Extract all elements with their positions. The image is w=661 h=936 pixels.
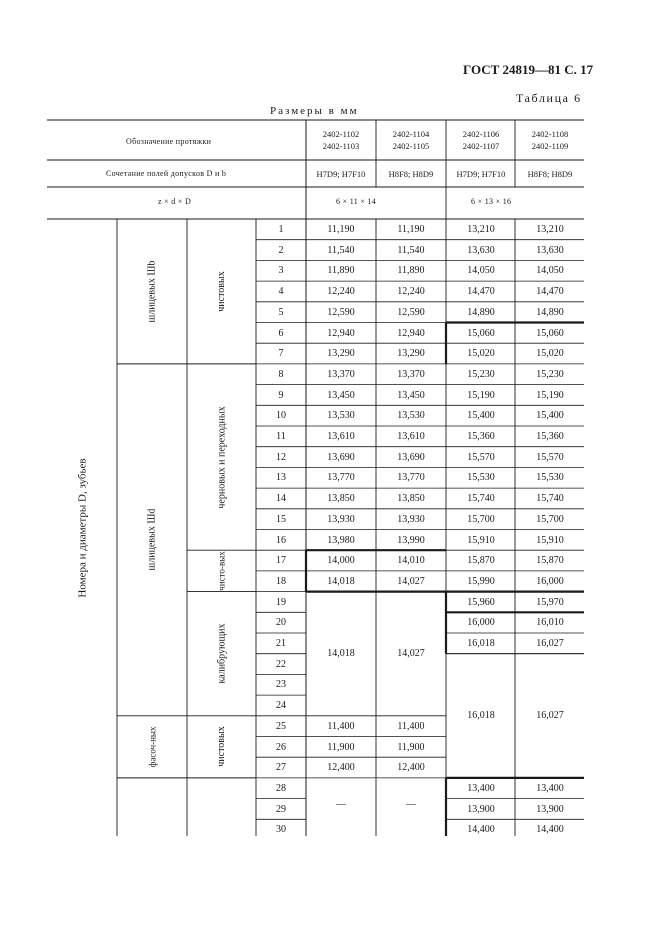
subgroup-label: калибрующих bbox=[216, 623, 228, 684]
row-number: 14 bbox=[276, 493, 286, 505]
table-cell: 15,990 bbox=[467, 575, 495, 587]
table-cell: 13,850 bbox=[327, 493, 355, 505]
table-cell: 15,700 bbox=[467, 513, 495, 525]
table-cell: 13,930 bbox=[397, 513, 425, 525]
table-cell: 11,890 bbox=[397, 265, 425, 277]
table-cell: 13,450 bbox=[397, 389, 425, 401]
units-caption: Размеры в мм bbox=[270, 105, 359, 117]
size-value: 6 × 13 × 16 bbox=[471, 197, 512, 206]
row-number: 1 bbox=[278, 224, 284, 235]
table-cell: 12,240 bbox=[397, 286, 425, 298]
tolerance-value: H7D9; H7F10 bbox=[456, 169, 506, 179]
page-title: ГОСТ 24819—81 С. 17 bbox=[463, 62, 594, 77]
table-cell: 15,190 bbox=[467, 389, 495, 401]
table-cell: 11,190 bbox=[327, 224, 355, 235]
table-cell: 13,530 bbox=[327, 410, 355, 422]
table-cell: 13,900 bbox=[467, 803, 495, 815]
table-cell: 14,050 bbox=[467, 265, 495, 277]
table-cell: 11,190 bbox=[397, 224, 425, 235]
table-cell: 16,027 bbox=[536, 638, 564, 649]
table-cell: 11,540 bbox=[327, 244, 355, 256]
table-cell: 15,060 bbox=[536, 327, 564, 339]
table-cell: 15,400 bbox=[467, 410, 495, 422]
table-cell: 13,290 bbox=[327, 348, 355, 360]
table-cell: 15,910 bbox=[467, 534, 495, 546]
table-cell: 13,630 bbox=[536, 244, 564, 256]
table-cell: 13,530 bbox=[397, 410, 425, 422]
tolerance-value: H8F8; H8D9 bbox=[388, 169, 434, 179]
table-cell: 15,570 bbox=[536, 451, 564, 463]
subgroup-label: черновых и переходных bbox=[216, 405, 228, 509]
size-value: 6 × 11 × 14 bbox=[336, 197, 377, 206]
table-cell: 14,890 bbox=[536, 306, 564, 318]
table-cell: 13,770 bbox=[327, 472, 355, 484]
table-cell: 13,400 bbox=[467, 782, 495, 794]
merged-cell: 14,027 bbox=[397, 647, 425, 659]
merged-cell: 14,018 bbox=[327, 647, 355, 659]
row-number: 8 bbox=[278, 368, 284, 380]
row-number: 13 bbox=[276, 472, 286, 484]
table-cell: 15,190 bbox=[536, 389, 564, 401]
row-number: 20 bbox=[276, 617, 286, 629]
table-cell: 13,610 bbox=[327, 431, 355, 442]
table-cell: 15,060 bbox=[467, 327, 495, 339]
table-cell: 14,010 bbox=[397, 555, 425, 567]
table-cell: 15,910 bbox=[536, 534, 564, 546]
table-cell: 15,360 bbox=[467, 431, 495, 442]
table-cell: 15,960 bbox=[467, 596, 495, 608]
table-cell: 13,690 bbox=[397, 451, 425, 463]
row-number: 5 bbox=[278, 306, 284, 318]
table-cell: 12,590 bbox=[327, 306, 355, 318]
row-number: 17 bbox=[276, 555, 286, 567]
row-number: 4 bbox=[278, 286, 284, 298]
table-cell: 13,370 bbox=[397, 368, 425, 380]
table-cell: 14,000 bbox=[327, 555, 355, 567]
table-cell: 13,770 bbox=[397, 472, 425, 484]
table-cell: 15,700 bbox=[536, 513, 564, 525]
table-cell: 12,400 bbox=[397, 762, 425, 774]
tool-code: 2402-1106 2402-1107 bbox=[462, 129, 500, 151]
table-cell: 14,400 bbox=[467, 824, 495, 836]
table-cell: 15,360 bbox=[536, 431, 564, 442]
subgroup-label: чисто-вых bbox=[216, 551, 227, 591]
table-cell: 15,870 bbox=[467, 555, 495, 567]
table-cell: 14,470 bbox=[536, 286, 564, 298]
table-cell: 12,940 bbox=[327, 327, 355, 339]
row-number: 27 bbox=[276, 762, 286, 774]
row-number: 30 bbox=[276, 824, 286, 836]
table-label: Таблица 6 bbox=[516, 91, 582, 105]
table-cell: 13,980 bbox=[327, 534, 355, 546]
dash-cell: — bbox=[406, 798, 416, 810]
table-cell: 13,630 bbox=[467, 244, 495, 256]
tolerance-value: H7D9; H7F10 bbox=[316, 169, 366, 179]
group-label: шлицевых Шb bbox=[146, 260, 158, 323]
table-cell: 15,230 bbox=[467, 368, 495, 380]
table-cell: 15,020 bbox=[536, 348, 564, 360]
table-cell: 15,530 bbox=[467, 472, 495, 484]
table-cell: 15,970 bbox=[536, 596, 564, 608]
table-cell: 15,740 bbox=[467, 493, 495, 505]
table-cell: 13,290 bbox=[397, 348, 425, 360]
table-cell: 12,400 bbox=[327, 762, 355, 774]
table-cell: 12,240 bbox=[327, 286, 355, 298]
table-cell: 15,740 bbox=[536, 493, 564, 505]
table-cell: 16,000 bbox=[467, 617, 495, 629]
row-number: 22 bbox=[276, 658, 286, 670]
row-number: 29 bbox=[276, 803, 286, 815]
row-number: 11 bbox=[276, 431, 286, 442]
table-cell: 13,900 bbox=[536, 803, 564, 815]
table-cell: 15,020 bbox=[467, 348, 495, 360]
table-cell: 15,230 bbox=[536, 368, 564, 380]
row-number: 25 bbox=[276, 720, 286, 732]
table-cell: 16,010 bbox=[536, 617, 564, 629]
row-number: 3 bbox=[278, 265, 284, 277]
tool-code: 2402-1102 2402-1103 bbox=[322, 129, 360, 151]
table-cell: 11,900 bbox=[327, 741, 355, 753]
row-number: 15 bbox=[276, 513, 286, 525]
merged-cell: 16,027 bbox=[536, 709, 564, 721]
tolerance-value: H8F8; H8D9 bbox=[527, 169, 573, 179]
row-number: 18 bbox=[276, 575, 286, 587]
table-cell: 14,470 bbox=[467, 286, 495, 298]
row-number: 28 bbox=[276, 782, 286, 794]
table-cell: 12,940 bbox=[397, 327, 425, 339]
table-cell: 13,400 bbox=[536, 782, 564, 794]
table-cell: 15,870 bbox=[536, 555, 564, 567]
table-cell: 14,890 bbox=[467, 306, 495, 318]
row-number: 6 bbox=[278, 327, 284, 339]
merged-cell: 16,018 bbox=[467, 709, 495, 721]
table-cell: 13,990 bbox=[397, 534, 425, 546]
group-label: шлицевых Шd bbox=[146, 508, 158, 571]
row-number: 10 bbox=[276, 410, 286, 422]
table-cell: 14,050 bbox=[536, 265, 564, 277]
subgroup-label: чистовых bbox=[215, 271, 227, 312]
table-cell: 11,900 bbox=[397, 741, 425, 753]
table-cell: 14,027 bbox=[397, 575, 425, 587]
table-cell: 16,018 bbox=[467, 638, 495, 649]
tolerance-header: Сочетание полей допусков D и b bbox=[106, 169, 227, 178]
size-header: z × d × D bbox=[158, 197, 192, 206]
row-number: 23 bbox=[276, 679, 286, 691]
tool-code: 2402-1104 2402-1105 bbox=[392, 129, 430, 151]
table-cell: 11,400 bbox=[327, 720, 355, 732]
table-cell: 13,690 bbox=[327, 451, 355, 463]
group-label: фасоч-ных bbox=[146, 726, 157, 768]
table-cell: 13,610 bbox=[397, 431, 425, 442]
row-number: 7 bbox=[278, 348, 284, 360]
row-number: 19 bbox=[276, 596, 286, 608]
table-cell: 11,400 bbox=[397, 720, 425, 732]
tool-code: 2402-1108 2402-1109 bbox=[531, 129, 569, 151]
table-cell: 12,590 bbox=[397, 306, 425, 318]
table-cell: 15,400 bbox=[536, 410, 564, 422]
table-cell: 14,400 bbox=[536, 824, 564, 836]
row-number: 16 bbox=[276, 534, 286, 546]
row-number: 24 bbox=[276, 700, 286, 712]
subgroup-label: чистовых bbox=[215, 726, 227, 768]
table-cell: 13,210 bbox=[467, 224, 495, 235]
side-label: Номера и диаметры D, зубьев bbox=[76, 457, 89, 598]
row-number: 21 bbox=[276, 638, 286, 649]
table-cell: 13,370 bbox=[327, 368, 355, 380]
row-number: 26 bbox=[276, 741, 286, 753]
table-cell: 13,930 bbox=[327, 513, 355, 525]
table-cell: 13,850 bbox=[397, 493, 425, 505]
table-cell: 15,570 bbox=[467, 451, 495, 463]
table-cell: 14,018 bbox=[327, 575, 355, 587]
dash-cell: — bbox=[336, 798, 346, 810]
table-cell: 16,000 bbox=[536, 575, 564, 587]
table-cell: 11,540 bbox=[397, 244, 425, 256]
row-number: 12 bbox=[276, 451, 286, 463]
designation-header: Обозначение протяжки bbox=[126, 137, 212, 146]
row-number: 9 bbox=[278, 389, 284, 401]
table-cell: 13,450 bbox=[327, 389, 355, 401]
table-cell: 11,890 bbox=[327, 265, 355, 277]
row-number: 2 bbox=[278, 244, 284, 256]
table-cell: 13,210 bbox=[536, 224, 564, 235]
table-cell: 15,530 bbox=[536, 472, 564, 484]
